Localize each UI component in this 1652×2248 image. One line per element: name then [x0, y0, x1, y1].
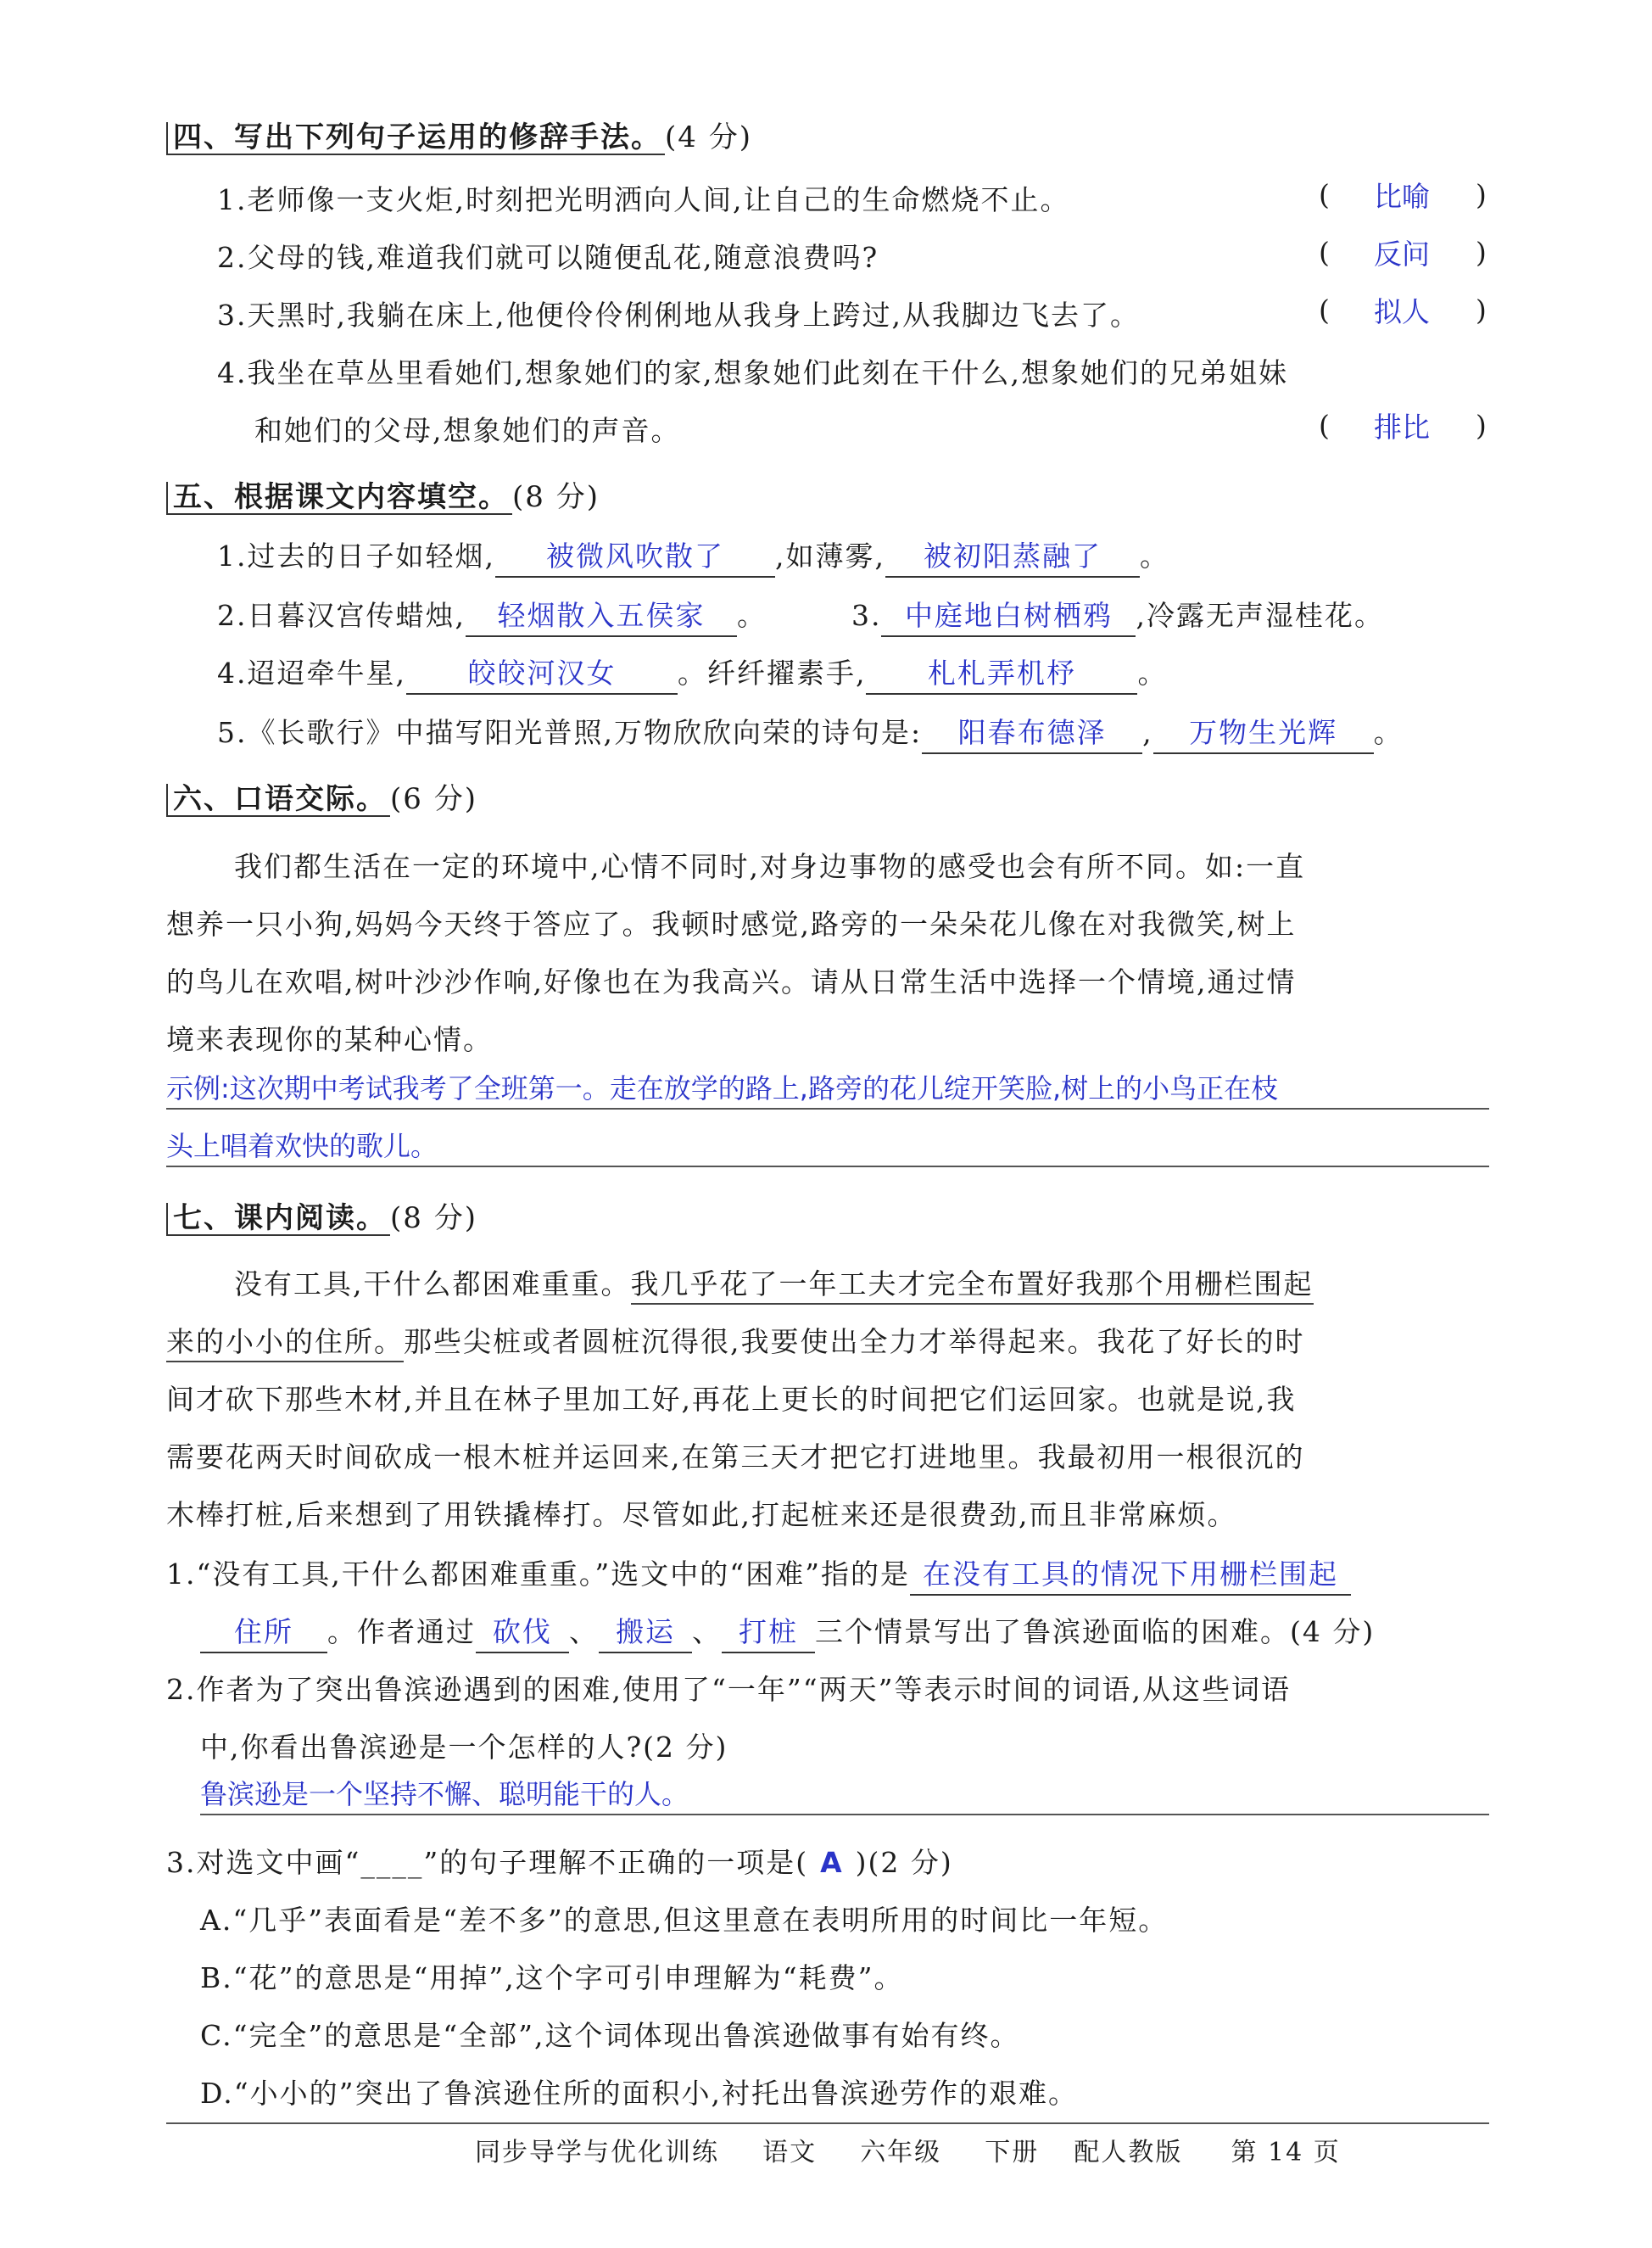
s4-item-4-rparen: ) [1476, 409, 1487, 442]
s7-q1-blank-4 [599, 1610, 692, 1653]
s5-blank-2 [885, 534, 1140, 578]
s5-l1b: ,如薄雾, [774, 540, 885, 573]
s6-answer-rule-2 [166, 1166, 1489, 1167]
s4-item-2: 2.父母的钱,难道我们就可以随便乱花,随意浪费吗? [217, 241, 879, 274]
s7-q1d: 、 [692, 1615, 722, 1648]
s6-answer-rule-1 [166, 1108, 1489, 1110]
s7-q1b: 。作者通过 [327, 1615, 476, 1648]
section-4-title: 四、写出下列句子运用的修辞手法。 [166, 122, 665, 155]
s7-r1a: 没有工具,干什么都困难重重。 [234, 1267, 631, 1300]
s7-q3-answer: A [820, 1846, 844, 1879]
s7-q1-answer-3: 砍伐 [493, 1615, 552, 1648]
s5-l2d: ,冷露无声湿桂花。 [1136, 599, 1384, 632]
s7-option-b: B.“花”的意思是“用掉”,这个字可引申理解为“耗费”。 [200, 1961, 904, 1994]
s5-l3c: 。 [1137, 657, 1168, 690]
section-5-title: 五、根据课文内容填空。 [166, 482, 512, 515]
s4-item-4: 4.我坐在草丛里看她们,想象她们的家,想象她们此刻在干什么,想象她们的兄弟姐妹 [217, 356, 1288, 389]
s7-reading-line-5: 木棒打桩,后来想到了用铁撬棒打。尽管如此,打起桩来还是很费劲,而且非常麻烦。 [166, 1498, 1237, 1531]
s5-line-1 [217, 534, 1169, 578]
s5-l3b: 。纤纤擢素手, [677, 657, 867, 690]
s7-q2-answer-rule [200, 1814, 1489, 1815]
s5-l3a: 4.迢迢牵牛星, [217, 657, 406, 690]
s7-q2-line-2: 中,你看出鲁滨逊是一个怎样的人?(2 分) [200, 1731, 728, 1764]
s4-item-4-answer: 排比 [1374, 411, 1430, 444]
s4-item-1: 1.老师像一支火炬,时刻把光明洒向人间,让自己的生命燃烧不止。 [217, 183, 1070, 216]
section-6-title: 六、口语交际。 [166, 784, 390, 817]
s4-item-4-cont: 和她们的父母,想象她们的声音。 [254, 414, 681, 447]
s4-item-3-lparen: ( [1319, 294, 1330, 327]
s5-blank-3 [466, 594, 737, 637]
s7-r2a-underlined: 来的小小的住所。 [166, 1325, 404, 1362]
s7-q1-answer-5: 打桩 [739, 1615, 798, 1648]
footer-grade: 六年级 [860, 2138, 942, 2167]
s5-blank-1 [495, 534, 775, 578]
s5-l2a: 2.日暮汉宫传蜡烛, [217, 599, 466, 632]
s7-q1-line-2 [200, 1610, 1375, 1653]
s5-blank-5 [406, 651, 678, 695]
s7-q1-blank-2 [200, 1610, 327, 1653]
s4-item-1-rparen: ) [1476, 178, 1487, 211]
footer-rule [166, 2122, 1489, 2124]
s7-q3-blank: ____ [360, 1846, 424, 1879]
s5-line-4 [217, 711, 1404, 754]
s6-answer-line-2: 头上唱着欢快的歌儿。 [166, 1130, 438, 1162]
s7-q1-answer-4: 搬运 [616, 1615, 675, 1648]
s5-blank-8 [1153, 711, 1374, 754]
section-4-heading [166, 114, 752, 155]
section-6-points: (6 分) [390, 782, 477, 816]
s7-q2-answer: 鲁滨逊是一个坚持不懈、聪明能干的人。 [200, 1778, 689, 1810]
s7-q3-line [166, 1841, 953, 1881]
s4-item-2-rparen: ) [1476, 236, 1487, 269]
s7-q2-line-1: 2.作者为了突出鲁滨逊遇到的困难,使用了“一年”“两天”等表示时间的词语,从这些词语 [166, 1673, 1291, 1706]
s5-line-2 [217, 594, 1384, 637]
s7-reading-line-2 [166, 1320, 1305, 1360]
s5-blank-7 [922, 711, 1142, 754]
s7-q1c: 、 [569, 1615, 599, 1648]
s5-answer-6: 札札弄机杼 [927, 657, 1076, 690]
s7-q3b: ”的句子理解不正确的一项是( [423, 1846, 809, 1879]
section-7-points: (8 分) [390, 1201, 477, 1235]
s7-q1e: 三个情景写出了鲁滨逊面临的困难。(4 分) [815, 1615, 1376, 1648]
s7-reading-line-4: 需要花两天时间砍成一根木桩并运回来,在第三天才把它打进地里。我最初用一根很沉的 [166, 1440, 1305, 1474]
footer-edition: 配人教版 [1074, 2138, 1183, 2167]
section-4-points: (4 分) [665, 120, 752, 154]
s5-answer-2: 被初阳蒸融了 [923, 540, 1102, 573]
footer-book: 同步导学与优化训练 [475, 2138, 719, 2167]
s7-q3c: )(2 分) [855, 1846, 953, 1879]
s4-item-2-lparen: ( [1319, 236, 1330, 269]
s7-option-d: D.“小小的”突出了鲁滨逊住所的面积小,衬托出鲁滨逊劳作的艰难。 [200, 2077, 1079, 2110]
s5-l1a: 1.过去的日子如轻烟, [217, 540, 495, 573]
s5-blank-6 [866, 651, 1137, 695]
s5-l4c: 。 [1373, 716, 1404, 749]
section-5-points: (8 分) [512, 480, 600, 514]
s4-item-4-lparen: ( [1319, 409, 1330, 442]
s5-answer-5: 皎皎河汉女 [467, 657, 617, 690]
s5-l2c: 3. [851, 599, 882, 632]
s5-line-3 [217, 651, 1167, 695]
s5-answer-8: 万物生光辉 [1189, 716, 1338, 749]
s7-q1-line-1 [166, 1552, 1351, 1596]
s5-blank-4 [881, 594, 1136, 637]
s5-l4a: 5.《长歌行》中描写阳光普照,万物欣欣向荣的诗句是: [217, 716, 923, 749]
s5-l1c: 。 [1139, 540, 1169, 573]
s7-q1-blank-3 [476, 1610, 569, 1653]
s5-answer-3: 轻烟散入五侯家 [497, 599, 706, 632]
s5-answer-1: 被微风吹散了 [545, 540, 724, 573]
footer [475, 2131, 1341, 2168]
footer-volume: 下册 [985, 2138, 1040, 2167]
s6-para-line-2: 想养一只小狗,妈妈今天终于答应了。我顿时感觉,路旁的一朵朵花儿像在对我微笑,树上 [166, 908, 1297, 941]
s7-q1-blank-1 [910, 1552, 1351, 1596]
s7-reading-line-1 [234, 1262, 1314, 1302]
s4-item-3-answer: 拟人 [1374, 295, 1430, 328]
s7-q1-answer-2: 住所 [234, 1615, 293, 1648]
s4-item-2-answer: 反问 [1374, 238, 1430, 271]
section-7-heading [166, 1194, 477, 1236]
s5-l4b: , [1142, 716, 1153, 749]
s5-answer-4: 中庭地白树栖鸦 [904, 599, 1113, 632]
s7-option-c: C.“完全”的意思是“全部”,这个词体现出鲁滨逊做事有始有终。 [200, 2019, 1020, 2052]
s7-q1-answer-1: 在没有工具的情况下用栅栏围起 [922, 1557, 1338, 1591]
s6-para-line-1: 我们都生活在一定的环境中,心情不同时,对身边事物的感受也会有所不同。如:一直 [234, 850, 1306, 883]
section-7-title: 七、课内阅读。 [166, 1203, 390, 1236]
footer-subject: 语文 [762, 2138, 818, 2167]
footer-page-number: 第 14 页 [1231, 2138, 1341, 2167]
s7-q1-blank-5 [722, 1610, 815, 1653]
s6-para-line-4: 境来表现你的某种心情。 [166, 1023, 493, 1056]
s4-item-1-answer: 比喻 [1374, 180, 1430, 213]
section-6-heading [166, 775, 477, 817]
s6-para-line-3: 的鸟儿在欢唱,树叶沙沙作响,好像也在为我高兴。请从日常生活中选择一个情境,通过情 [166, 965, 1297, 998]
s7-option-a: A.“几乎”表面看是“差不多”的意思,但这里意在表明所用的时间比一年短。 [200, 1904, 1169, 1937]
s6-answer-line-1: 示例:这次期中考试我考了全班第一。走在放学的路上,路旁的花儿绽开笑脸,树上的小鸟正在枝 [166, 1072, 1279, 1104]
s7-r1b-underlined: 我几乎花了一年工夫才完全布置好我那个用栅栏围起 [631, 1267, 1314, 1305]
s7-q1a: 1.“没有工具,干什么都困难重重。”选文中的“困难”指的是 [166, 1557, 910, 1591]
s4-item-1-lparen: ( [1319, 178, 1330, 211]
section-5-heading [166, 473, 600, 515]
s7-reading-line-3: 间才砍下那些木材,并且在林子里加工好,再花上更长的时间把它们运回家。也就是说,我 [166, 1383, 1297, 1416]
s5-l2b: 。 [736, 599, 767, 632]
s5-answer-7: 阳春布德泽 [957, 716, 1107, 749]
s4-item-3-rparen: ) [1476, 294, 1487, 327]
s7-q3a: 3.对选文中画“ [166, 1846, 361, 1879]
s7-r2b: 那些尖桩或者圆桩沉得很,我要使出全力才举得起来。我花了好长的时 [404, 1325, 1305, 1358]
s4-item-3: 3.天黑时,我躺在床上,他便伶伶俐俐地从我身上跨过,从我脚边飞去了。 [217, 299, 1140, 332]
